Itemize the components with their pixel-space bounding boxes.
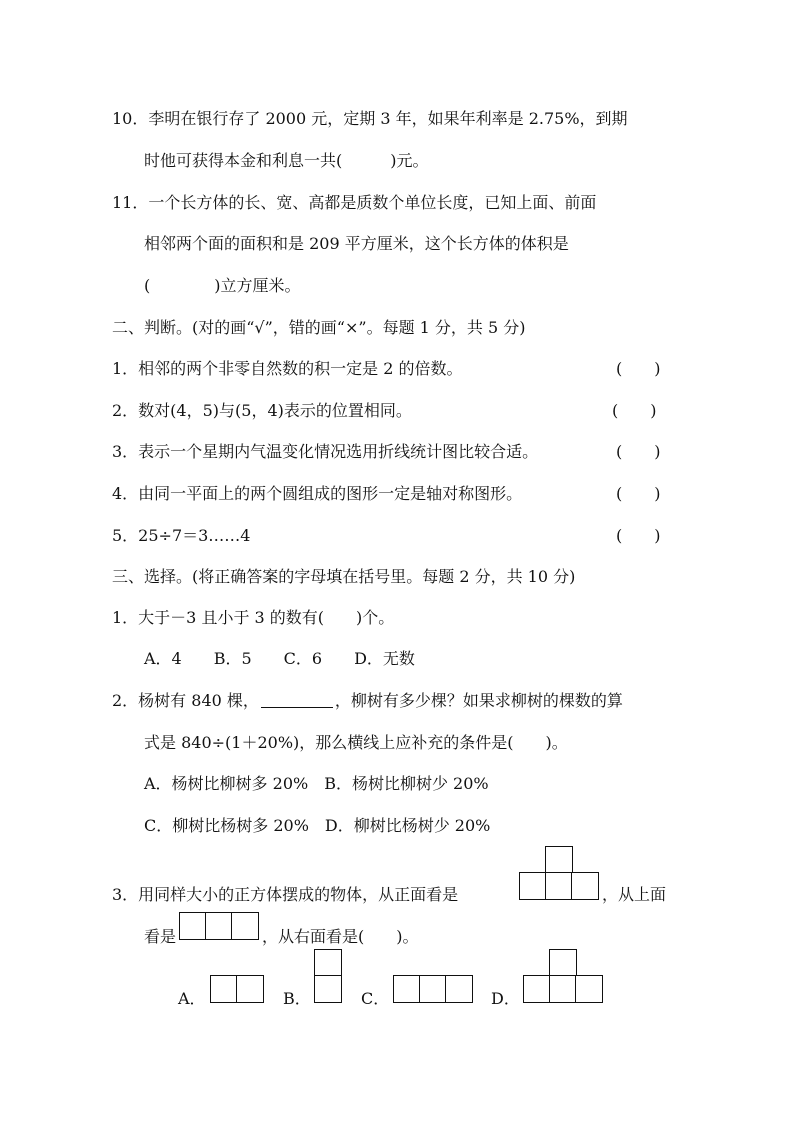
option-b-label: B．: [283, 989, 311, 1008]
choice-q3-line2-end: ，从右面看是( )。: [262, 927, 419, 946]
option-c-cell: [393, 975, 421, 1003]
option-a-cell: [210, 975, 238, 1003]
option-d-cell: [549, 949, 577, 977]
choice-q2-options-cd: C．柳树比杨树多 20% D．柳树比杨树少 20%: [144, 816, 491, 835]
option-d-cell: [575, 975, 603, 1003]
option-a-figure[interactable]: [210, 975, 264, 1003]
top-view-cell: [231, 912, 259, 940]
judge-item-1: 1．相邻的两个非零自然数的积一定是 2 的倍数。: [112, 359, 463, 378]
fill-in-blank-line: [261, 691, 333, 708]
front-view-bottom-cell: [545, 872, 573, 900]
choice-q2-line2: 式是 840÷(1＋20%)，那么横线上应补充的条件是( )。: [144, 733, 568, 752]
q11-line2: 相邻两个面的面积和是 209 平方厘米，这个长方体的体积是: [144, 234, 569, 253]
choice-q3-line1-start: 3．用同样大小的正方体摆成的物体，从正面看是: [112, 885, 459, 904]
option-b-cell: [314, 975, 342, 1003]
front-view-figure: [519, 846, 599, 900]
top-view-cell: [179, 912, 207, 940]
option-a-label: A．: [178, 989, 206, 1008]
judge-item-4: 4．由同一平面上的两个圆组成的图形一定是轴对称图形。: [112, 484, 523, 503]
option-c-cell: [445, 975, 473, 1003]
choice-q2-line1-end: ，柳树有多少棵？如果求柳树的棵数的算: [334, 691, 623, 710]
choice-q1: 1．大于－3 且小于 3 的数有( )个。: [112, 608, 395, 627]
option-d-cell: [549, 975, 577, 1003]
judge-answer-paren-4[interactable]: ( ): [616, 484, 661, 503]
option-b-cell: [314, 949, 342, 977]
q10-line2: 时他可获得本金和利息一共( )元。: [144, 151, 429, 170]
option-a-cell: [236, 975, 264, 1003]
q11-line3: ( )立方厘米。: [144, 276, 301, 295]
judge-answer-paren-2[interactable]: ( ): [612, 401, 657, 420]
judge-item-5: 5．25÷7＝3……4: [112, 526, 251, 545]
judge-answer-paren-3[interactable]: ( ): [616, 442, 661, 461]
front-view-bottom-cell: [519, 872, 547, 900]
choice-q2-line1-start: 2．杨树有 840 棵，: [112, 691, 259, 710]
option-c-label: C．: [361, 989, 390, 1008]
choice-q3-line2-start: 看是: [144, 927, 177, 946]
judge-item-2: 2．数对(4，5)与(5，4)表示的位置相同。: [112, 401, 412, 420]
judge-answer-paren-5[interactable]: ( ): [616, 526, 661, 545]
front-view-bottom-cell: [571, 872, 599, 900]
front-view-top-cell: [545, 846, 573, 874]
choice-q2-line1: [112, 690, 623, 712]
choice-q1-options: A．4 B．5 C．6 D．无数: [144, 649, 415, 668]
q10-line1: 10．李明在银行存了 2000 元，定期 3 年，如果年利率是 2.75%，到期: [112, 109, 628, 128]
option-d-figure[interactable]: [523, 949, 603, 1003]
section3-heading: 三、选择。(将正确答案的字母填在括号里。每题 2 分，共 10 分): [112, 567, 576, 586]
judge-answer-paren-1[interactable]: ( ): [616, 359, 661, 378]
option-b-figure[interactable]: [314, 949, 342, 1003]
choice-q2-options-ab: A．杨树比柳树多 20% B．杨树比柳树少 20%: [144, 774, 489, 793]
option-c-figure[interactable]: [393, 975, 473, 1003]
option-d-label: D．: [491, 989, 520, 1008]
q11-line1: 11．一个长方体的长、宽、高都是质数个单位长度，已知上面、前面: [112, 193, 597, 212]
option-d-cell: [523, 975, 551, 1003]
top-view-cell: [205, 912, 233, 940]
top-view-figure: [179, 912, 259, 940]
choice-q3-line1-end: ，从上面: [602, 885, 667, 904]
judge-item-3: 3．表示一个星期内气温变化情况选用折线统计图比较合适。: [112, 442, 539, 461]
section2-heading: 二、判断。(对的画“√”，错的画“×”。每题 1 分，共 5 分): [112, 318, 526, 337]
option-c-cell: [419, 975, 447, 1003]
